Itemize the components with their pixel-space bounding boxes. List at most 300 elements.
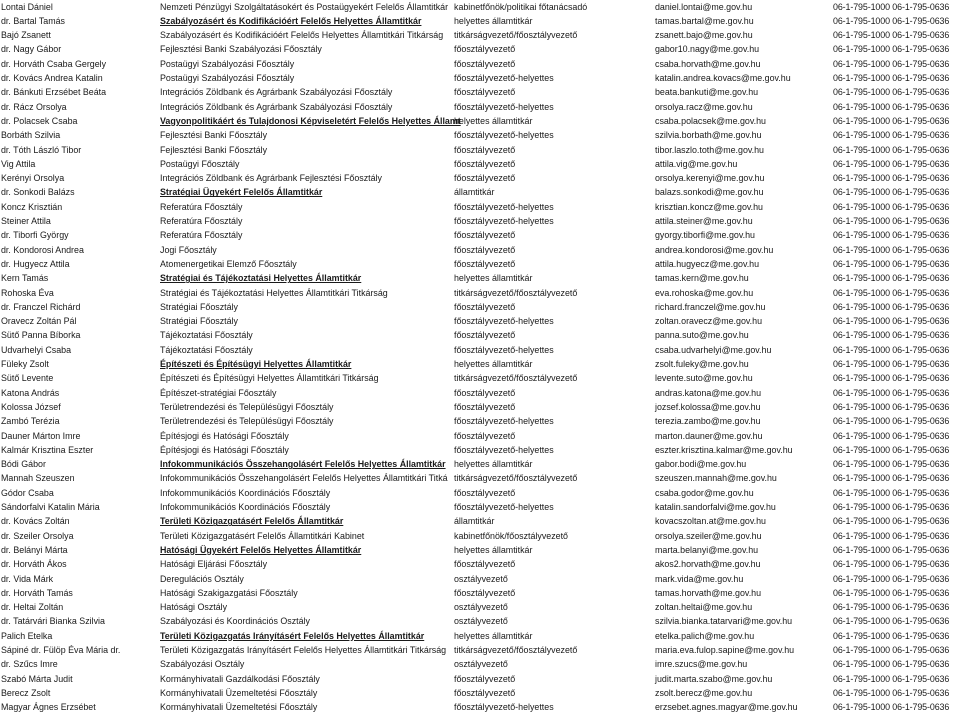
job-title: főosztályvezető bbox=[454, 387, 516, 398]
department: Postaügyi Főosztály bbox=[160, 158, 240, 169]
job-title: helyettes államtitkár bbox=[454, 544, 533, 555]
job-title: főosztályvezető-helyettes bbox=[454, 344, 554, 355]
department: Atomenergetikai Elemző Főosztály bbox=[160, 258, 297, 269]
phone-numbers: 06-1-795-1000 06-1-795-0636 bbox=[833, 73, 950, 83]
person-name: Mannah Szeuszen bbox=[1, 473, 75, 484]
email-address: mark.vida@me.gov.hu bbox=[655, 573, 744, 584]
email-address: tamas.bartal@me.gov.hu bbox=[655, 15, 754, 26]
job-title: főosztályvezető bbox=[454, 559, 516, 570]
job-title: osztályvezető bbox=[454, 602, 508, 613]
table-row bbox=[0, 557, 959, 571]
department: Stratégiai Ügyekért Felelős Államtitkár bbox=[160, 187, 323, 198]
person-name: Oravecz Zoltán Pál bbox=[1, 316, 77, 327]
person-name: Magyar Ágnes Erzsébet bbox=[1, 702, 96, 713]
table-row bbox=[0, 486, 959, 500]
table-row bbox=[0, 14, 959, 28]
email-address: eva.rohoska@me.gov.hu bbox=[655, 287, 754, 298]
person-name: Sütő Levente bbox=[1, 373, 54, 384]
table-row bbox=[0, 0, 959, 14]
phone-numbers: 06-1-795-1000 06-1-795-0636 bbox=[833, 230, 950, 241]
department: Kormányhivatali Üzemeltetési Főosztály bbox=[160, 702, 318, 713]
email-address: orsolya.kerenyi@me.gov.hu bbox=[655, 173, 765, 184]
table-row bbox=[0, 243, 959, 257]
job-title: főosztályvezető-helyettes bbox=[454, 216, 554, 226]
email-address: gyorgy.tiborfi@me.gov.hu bbox=[655, 230, 755, 241]
person-name: Borbáth Szilvia bbox=[1, 130, 61, 141]
job-title: főosztályvezető bbox=[454, 430, 516, 441]
table-row bbox=[0, 28, 959, 42]
person-name: dr. Sonkodi Balázs bbox=[1, 187, 75, 198]
person-name: Sándorfalvi Katalin Mária bbox=[1, 502, 100, 512]
phone-numbers: 06-1-795-1000 06-1-795-0636 bbox=[833, 587, 950, 598]
person-name: Vig Attila bbox=[1, 158, 36, 169]
department: Szabályozási és Koordinációs Osztály bbox=[160, 616, 310, 627]
department: Területi Közigazgatásért Felelős Államtitkári Kabinet bbox=[160, 530, 365, 541]
person-name: dr. Hugyecz Attila bbox=[1, 258, 70, 269]
table-row bbox=[0, 471, 959, 485]
phone-numbers: 06-1-795-1000 06-1-795-0636 bbox=[833, 559, 950, 570]
person-name: dr. Kovács Andrea Katalin bbox=[1, 73, 103, 83]
table-row bbox=[0, 543, 959, 557]
email-address: maria.eva.fulop.sapine@me.gov.hu bbox=[655, 645, 795, 655]
table-row bbox=[0, 114, 959, 128]
person-name: dr. Horváth Ákos bbox=[1, 559, 67, 570]
phone-numbers: 06-1-795-1000 06-1-795-0636 bbox=[833, 573, 950, 584]
email-address: beata.bankuti@me.gov.hu bbox=[655, 87, 759, 98]
department: Hatósági Ügyekért Felelős Helyettes Államtitkár bbox=[160, 544, 362, 555]
phone-numbers: 06-1-795-1000 06-1-795-0636 bbox=[833, 58, 950, 69]
email-address: marton.dauner@me.gov.hu bbox=[655, 430, 763, 441]
job-title: főosztályvezető-helyettes bbox=[454, 444, 554, 455]
department: Referatúra Főosztály bbox=[160, 201, 243, 212]
phone-numbers: 06-1-795-1000 06-1-795-0636 bbox=[833, 401, 950, 412]
table-row bbox=[0, 85, 959, 99]
department: Építésjogi és Hatósági Főosztály bbox=[160, 444, 289, 455]
person-name: Rohoska Éva bbox=[1, 287, 54, 298]
table-row bbox=[0, 42, 959, 56]
table-row bbox=[0, 529, 959, 543]
email-address: zsolt.fuleky@me.gov.hu bbox=[655, 359, 749, 369]
person-name: dr. Heltai Zoltán bbox=[1, 602, 64, 613]
phone-numbers: 06-1-795-1000 06-1-795-0636 bbox=[833, 444, 950, 455]
department: Stratégiai és Tájékoztatási Helyettes Államtitkári Titkárság bbox=[160, 287, 388, 298]
department: Stratégiai Főosztály bbox=[160, 316, 238, 327]
department: Területi Közigazgatásért Felelős Államtitkár bbox=[160, 516, 344, 527]
person-name: dr. Vida Márk bbox=[1, 573, 54, 584]
table-row bbox=[0, 100, 959, 114]
department: Referatúra Főosztály bbox=[160, 230, 243, 241]
table-row bbox=[0, 185, 959, 199]
job-title: főosztályvezető bbox=[454, 44, 516, 55]
job-title: helyettes államtitkár bbox=[454, 273, 533, 284]
table-row bbox=[0, 514, 959, 528]
person-name: dr. Horváth Csaba Gergely bbox=[1, 58, 107, 69]
department: Hatósági Szakigazgatási Főosztály bbox=[160, 587, 298, 598]
table-row bbox=[0, 214, 959, 228]
email-address: csaba.horvath@me.gov.hu bbox=[655, 58, 761, 69]
person-name: Szabó Márta Judit bbox=[1, 673, 73, 684]
email-address: szilvia.bianka.tatarvari@me.gov.hu bbox=[655, 616, 793, 627]
job-title: főosztályvezető bbox=[454, 158, 516, 169]
phone-numbers: 06-1-795-1000 06-1-795-0636 bbox=[833, 158, 950, 169]
table-row bbox=[0, 672, 959, 686]
department: Stratégiai Főosztály bbox=[160, 301, 238, 312]
person-name: dr. Horváth Tamás bbox=[1, 587, 73, 598]
email-address: terezia.zambo@me.gov.hu bbox=[655, 416, 761, 427]
phone-numbers: 06-1-795-1000 06-1-795-0636 bbox=[833, 187, 950, 198]
person-name: Bódi Gábor bbox=[1, 459, 46, 470]
job-title: helyettes államtitkár bbox=[454, 15, 533, 26]
job-title: titkárságvezető/főosztályvezető bbox=[454, 373, 578, 384]
phone-numbers: 06-1-795-1000 06-1-795-0636 bbox=[833, 115, 950, 126]
phone-numbers: 06-1-795-1000 06-1-795-0636 bbox=[833, 502, 950, 512]
phone-numbers: 06-1-795-1000 06-1-795-0636 bbox=[833, 702, 950, 713]
job-title: főosztályvezető bbox=[454, 58, 516, 69]
person-name: Lontai Dániel bbox=[1, 1, 53, 12]
table-row bbox=[0, 643, 959, 657]
person-name: Kerényi Orsolya bbox=[1, 173, 65, 184]
job-title: főosztályvezető bbox=[454, 87, 516, 98]
job-title: helyettes államtitkár bbox=[454, 359, 533, 369]
department: Hatósági Eljárási Főosztály bbox=[160, 559, 268, 570]
department: Referatúra Főosztály bbox=[160, 216, 243, 226]
email-address: akos2.horvath@me.gov.hu bbox=[655, 559, 761, 570]
job-title: főosztályvezető bbox=[454, 301, 516, 312]
table-row bbox=[0, 128, 959, 142]
table-row bbox=[0, 71, 959, 85]
email-address: daniel.lontai@me.gov.hu bbox=[655, 1, 753, 12]
email-address: andras.katona@me.gov.hu bbox=[655, 387, 762, 398]
phone-numbers: 06-1-795-1000 06-1-795-0636 bbox=[833, 673, 950, 684]
table-row bbox=[0, 414, 959, 428]
table-row bbox=[0, 386, 959, 400]
department: Építésjogi és Hatósági Főosztály bbox=[160, 430, 289, 441]
person-name: dr. Szeiler Orsolya bbox=[1, 530, 74, 541]
phone-numbers: 06-1-795-1000 06-1-795-0636 bbox=[833, 416, 950, 427]
department: Stratégiai és Tájékoztatási Helyettes Államtitkár bbox=[160, 273, 362, 284]
person-name: Sápiné dr. Fülöp Éva Mária dr. bbox=[1, 645, 121, 655]
phone-numbers: 06-1-795-1000 06-1-795-0636 bbox=[833, 473, 950, 484]
table-row bbox=[0, 400, 959, 414]
person-name: dr. Franczel Richárd bbox=[1, 301, 81, 312]
phone-numbers: 06-1-795-1000 06-1-795-0636 bbox=[833, 544, 950, 555]
table-row bbox=[0, 143, 959, 157]
phone-numbers: 06-1-795-1000 06-1-795-0636 bbox=[833, 373, 950, 384]
email-address: zoltan.oravecz@me.gov.hu bbox=[655, 316, 763, 327]
table-row bbox=[0, 286, 959, 300]
email-address: levente.suto@me.gov.hu bbox=[655, 373, 753, 384]
phone-numbers: 06-1-795-1000 06-1-795-0636 bbox=[833, 659, 950, 670]
job-title: titkárságvezető/főosztályvezető bbox=[454, 645, 578, 655]
person-name: dr. Tatárvári Bianka Szilvia bbox=[1, 616, 105, 627]
job-title: osztályvezető bbox=[454, 573, 508, 584]
person-name: Steiner Attila bbox=[1, 216, 51, 226]
department: Építészeti és Építésügyi Helyettes Államtitkár bbox=[160, 359, 352, 369]
email-address: tibor.laszlo.toth@me.gov.hu bbox=[655, 144, 764, 155]
department: Építészet-stratégiai Főosztály bbox=[160, 387, 277, 398]
phone-numbers: 06-1-795-1000 06-1-795-0636 bbox=[833, 144, 950, 155]
phone-numbers: 06-1-795-1000 06-1-795-0636 bbox=[833, 316, 950, 327]
email-address: kovacszoltan.at@me.gov.hu bbox=[655, 516, 766, 527]
phone-numbers: 06-1-795-1000 06-1-795-0636 bbox=[833, 516, 950, 527]
email-address: katalin.sandorfalvi@me.gov.hu bbox=[655, 502, 776, 512]
department: Integrációs Zöldbank és Agrárbank Szabályozási Főosztály bbox=[160, 87, 393, 98]
person-name: Zambó Terézia bbox=[1, 416, 60, 427]
table-row bbox=[0, 600, 959, 614]
phone-numbers: 06-1-795-1000 06-1-795-0636 bbox=[833, 258, 950, 269]
email-address: etelka.palich@me.gov.hu bbox=[655, 630, 755, 641]
department: Infokommunikációs Összehangolásért Felelős Helyettes Államtitkári Titká bbox=[160, 473, 448, 484]
department: Nemzeti Pénzügyi Szolgáltatásokért és Postaügyekért Felelős Államtitkár bbox=[160, 1, 449, 12]
person-name: Füleky Zsolt bbox=[1, 359, 49, 369]
table-row bbox=[0, 586, 959, 600]
table-row bbox=[0, 500, 959, 514]
email-address: richard.franczel@me.gov.hu bbox=[655, 301, 766, 312]
email-address: jozsef.kolossa@me.gov.hu bbox=[655, 401, 761, 412]
phone-numbers: 06-1-795-1000 06-1-795-0636 bbox=[833, 487, 950, 498]
table-row bbox=[0, 257, 959, 271]
phone-numbers: 06-1-795-1000 06-1-795-0636 bbox=[833, 344, 950, 355]
table-row bbox=[0, 171, 959, 185]
job-title: főosztályvezető bbox=[454, 487, 516, 498]
table-row bbox=[0, 200, 959, 214]
department: Fejlesztési Banki Szabályozási Főosztály bbox=[160, 44, 322, 55]
department: Fejlesztési Banki Főosztály bbox=[160, 144, 268, 155]
table-row bbox=[0, 343, 959, 357]
table-row bbox=[0, 314, 959, 328]
department: Szabályozásért és Kodifikációért Felelős Helyettes Államtitkár bbox=[160, 15, 422, 26]
email-address: csaba.udvarhelyi@me.gov.hu bbox=[655, 344, 772, 355]
department: Területi Közigazgatás Irányításért Felelős Helyettes Államtitkár bbox=[160, 630, 425, 641]
job-title: főosztályvezető bbox=[454, 258, 516, 269]
person-name: dr. Kovács Zoltán bbox=[1, 516, 70, 527]
email-address: zoltan.heltai@me.gov.hu bbox=[655, 602, 753, 613]
person-name: Palich Etelka bbox=[1, 630, 53, 641]
phone-numbers: 06-1-795-1000 06-1-795-0636 bbox=[833, 530, 950, 541]
job-title: helyettes államtitkár bbox=[454, 630, 533, 641]
job-title: titkárságvezető/főosztályvezető bbox=[454, 30, 578, 41]
job-title: főosztályvezető bbox=[454, 173, 516, 184]
table-row bbox=[0, 157, 959, 171]
phone-numbers: 06-1-795-1000 06-1-795-0636 bbox=[833, 459, 950, 470]
phone-numbers: 06-1-795-1000 06-1-795-0636 bbox=[833, 216, 950, 226]
phone-numbers: 06-1-795-1000 06-1-795-0636 bbox=[833, 387, 950, 398]
person-name: dr. Tiborfi György bbox=[1, 230, 69, 241]
department: Szabályozási Osztály bbox=[160, 659, 245, 670]
email-address: panna.suto@me.gov.hu bbox=[655, 330, 749, 341]
email-address: attila.vig@me.gov.hu bbox=[655, 158, 738, 169]
phone-numbers: 06-1-795-1000 06-1-795-0636 bbox=[833, 1, 950, 12]
phone-numbers: 06-1-795-1000 06-1-795-0636 bbox=[833, 287, 950, 298]
email-address: katalin.andrea.kovacs@me.gov.hu bbox=[655, 73, 791, 83]
person-name: dr. Polacsek Csaba bbox=[1, 115, 78, 126]
table-row bbox=[0, 357, 959, 371]
job-title: főosztályvezető-helyettes bbox=[454, 416, 554, 427]
job-title: főosztályvezető-helyettes bbox=[454, 130, 554, 141]
phone-numbers: 06-1-795-1000 06-1-795-0636 bbox=[833, 359, 950, 369]
phone-numbers: 06-1-795-1000 06-1-795-0636 bbox=[833, 30, 950, 41]
table-row bbox=[0, 271, 959, 285]
person-name: Koncz Krisztián bbox=[1, 201, 63, 212]
table-row bbox=[0, 443, 959, 457]
job-title: titkárságvezető/főosztályvezető bbox=[454, 287, 578, 298]
job-title: főosztályvezető-helyettes bbox=[454, 73, 554, 83]
phone-numbers: 06-1-795-1000 06-1-795-0636 bbox=[833, 645, 950, 655]
job-title: kabinetfőnök/főosztályvezető bbox=[454, 530, 568, 541]
department: Postaügyi Szabályozási Főosztály bbox=[160, 73, 295, 83]
person-name: dr. Bánkuti Erzsébet Beáta bbox=[1, 87, 107, 98]
table-row bbox=[0, 300, 959, 314]
department: Tájékoztatási Főosztály bbox=[160, 344, 253, 355]
email-address: csaba.polacsek@me.gov.hu bbox=[655, 115, 766, 126]
phone-numbers: 06-1-795-1000 06-1-795-0636 bbox=[833, 201, 950, 212]
email-address: marta.belanyi@me.gov.hu bbox=[655, 544, 759, 555]
phone-numbers: 06-1-795-1000 06-1-795-0636 bbox=[833, 616, 950, 627]
email-address: orsolya.szeiler@me.gov.hu bbox=[655, 530, 762, 541]
phone-numbers: 06-1-795-1000 06-1-795-0636 bbox=[833, 101, 950, 112]
job-title: főosztályvezető bbox=[454, 587, 516, 598]
job-title: államtitkár bbox=[454, 516, 495, 527]
phone-numbers: 06-1-795-1000 06-1-795-0636 bbox=[833, 273, 950, 284]
job-title: osztályvezető bbox=[454, 659, 508, 670]
job-title: főosztályvezető bbox=[454, 673, 516, 684]
job-title: helyettes államtitkár bbox=[454, 459, 533, 470]
email-address: gabor10.nagy@me.gov.hu bbox=[655, 44, 760, 55]
job-title: főosztályvezető bbox=[454, 687, 516, 698]
person-name: Kern Tamás bbox=[1, 273, 49, 284]
department: Területrendezési és Településügyi Főosztály bbox=[160, 416, 334, 427]
department: Tájékoztatási Főosztály bbox=[160, 330, 253, 341]
table-row bbox=[0, 57, 959, 71]
department: Kormányhivatali Gazdálkodási Főosztály bbox=[160, 673, 320, 684]
job-title: főosztályvezető bbox=[454, 330, 516, 341]
job-title: főosztályvezető-helyettes bbox=[454, 502, 554, 512]
table-row bbox=[0, 457, 959, 471]
department: Integrációs Zöldbank és Agrárbank Fejlesztési Főosztály bbox=[160, 173, 382, 184]
email-address: andrea.kondorosi@me.gov.hu bbox=[655, 244, 774, 255]
person-name: Kalmár Krisztina Eszter bbox=[1, 444, 94, 455]
person-name: dr. Belányi Márta bbox=[1, 544, 68, 555]
person-name: Katona András bbox=[1, 387, 60, 398]
person-name: dr. Bartal Tamás bbox=[1, 15, 65, 26]
email-address: attila.hugyecz@me.gov.hu bbox=[655, 258, 760, 269]
job-title: főosztályvezető bbox=[454, 244, 516, 255]
department: Postaügyi Szabályozási Főosztály bbox=[160, 58, 295, 69]
job-title: államtitkár bbox=[454, 187, 495, 198]
email-address: gabor.bodi@me.gov.hu bbox=[655, 459, 747, 470]
department: Fejlesztési Banki Főosztály bbox=[160, 130, 268, 141]
email-address: attila.steiner@me.gov.hu bbox=[655, 216, 753, 226]
person-name: Dauner Márton Imre bbox=[1, 430, 81, 441]
person-name: Sütő Panna Bíborka bbox=[1, 330, 81, 341]
person-name: dr. Tóth László Tibor bbox=[1, 144, 82, 155]
email-address: orsolya.racz@me.gov.hu bbox=[655, 101, 753, 112]
table-row bbox=[0, 657, 959, 671]
phone-numbers: 06-1-795-1000 06-1-795-0636 bbox=[833, 244, 950, 255]
email-address: balazs.sonkodi@me.gov.hu bbox=[655, 187, 764, 198]
person-name: dr. Nagy Gábor bbox=[1, 44, 62, 55]
person-name: dr. Rácz Orsolya bbox=[1, 101, 67, 112]
table-row bbox=[0, 228, 959, 242]
job-title: kabinetfőnök/politikai főtanácsadó bbox=[454, 1, 588, 12]
department: Hatósági Osztály bbox=[160, 602, 228, 613]
table-row bbox=[0, 572, 959, 586]
email-address: krisztian.koncz@me.gov.hu bbox=[655, 201, 763, 212]
department: Integrációs Zöldbank és Agrárbank Szabályozási Főosztály bbox=[160, 101, 393, 112]
job-title: főosztályvezető-helyettes bbox=[454, 101, 554, 112]
email-address: erzsebet.agnes.magyar@me.gov.hu bbox=[655, 702, 798, 713]
person-name: Kolossa József bbox=[1, 401, 61, 412]
person-name: dr. Szűcs Imre bbox=[1, 659, 58, 670]
phone-numbers: 06-1-795-1000 06-1-795-0636 bbox=[833, 44, 950, 55]
department: Infokommunikációs Koordinációs Főosztály bbox=[160, 502, 331, 512]
email-address: tamas.horvath@me.gov.hu bbox=[655, 587, 762, 598]
phone-numbers: 06-1-795-1000 06-1-795-0636 bbox=[833, 130, 950, 141]
phone-numbers: 06-1-795-1000 06-1-795-0636 bbox=[833, 630, 950, 641]
phone-numbers: 06-1-795-1000 06-1-795-0636 bbox=[833, 301, 950, 312]
email-address: judit.marta.szabo@me.gov.hu bbox=[655, 673, 773, 684]
email-address: imre.szucs@me.gov.hu bbox=[655, 659, 748, 670]
department: Szabályozásért és Kodifikációért Felelős Helyettes Államtitkári Titkárság bbox=[160, 30, 444, 41]
email-address: szeuszen.mannah@me.gov.hu bbox=[655, 473, 777, 484]
phone-numbers: 06-1-795-1000 06-1-795-0636 bbox=[833, 15, 950, 26]
person-name: Gódor Csaba bbox=[1, 487, 54, 498]
person-name: Udvarhelyi Csaba bbox=[1, 344, 72, 355]
phone-numbers: 06-1-795-1000 06-1-795-0636 bbox=[833, 602, 950, 613]
email-address: eszter.krisztina.kalmar@me.gov.hu bbox=[655, 444, 793, 455]
job-title: főosztályvezető-helyettes bbox=[454, 316, 554, 327]
phone-numbers: 06-1-795-1000 06-1-795-0636 bbox=[833, 687, 950, 698]
department: Deregulációs Osztály bbox=[160, 573, 244, 584]
table-row bbox=[0, 629, 959, 643]
department: Jogi Főosztály bbox=[160, 244, 217, 255]
job-title: főosztályvezető bbox=[454, 144, 516, 155]
department: Építészeti és Építésügyi Helyettes Államtitkári Titkárság bbox=[160, 373, 379, 384]
department: Vagyonpolitikáért és Tulajdonosi Képviseletért Felelős Helyettes Államt bbox=[160, 115, 461, 126]
table-row bbox=[0, 686, 959, 700]
email-address: zsolt.berecz@me.gov.hu bbox=[655, 687, 753, 698]
email-address: szilvia.borbath@me.gov.hu bbox=[655, 130, 762, 141]
job-title: helyettes államtitkár bbox=[454, 115, 533, 126]
job-title: főosztályvezető bbox=[454, 401, 516, 412]
email-address: csaba.godor@me.gov.hu bbox=[655, 487, 754, 498]
department: Területi Közigazgatás Irányításért Felelős Helyettes Államtitkári Titkárság bbox=[160, 645, 447, 655]
job-title: főosztályvezető bbox=[454, 230, 516, 241]
table-row bbox=[0, 328, 959, 342]
department: Kormányhivatali Üzemeltetési Főosztály bbox=[160, 687, 318, 698]
department: Infokommunikációs Összehangolásért Felelős Helyettes Államtitkár bbox=[160, 459, 446, 470]
phone-numbers: 06-1-795-1000 06-1-795-0636 bbox=[833, 430, 950, 441]
table-row bbox=[0, 429, 959, 443]
table-row bbox=[0, 614, 959, 628]
job-title: főosztályvezető-helyettes bbox=[454, 702, 554, 713]
job-title: osztályvezető bbox=[454, 616, 508, 627]
phone-numbers: 06-1-795-1000 06-1-795-0636 bbox=[833, 330, 950, 341]
email-address: zsanett.bajo@me.gov.hu bbox=[655, 30, 753, 41]
person-name: Berecz Zsolt bbox=[1, 687, 51, 698]
table-row bbox=[0, 700, 959, 714]
email-address: tamas.kern@me.gov.hu bbox=[655, 273, 749, 284]
person-name: Bajó Zsanett bbox=[1, 30, 51, 41]
person-name: dr. Kondorosi Andrea bbox=[1, 244, 84, 255]
table-row bbox=[0, 371, 959, 385]
phone-numbers: 06-1-795-1000 06-1-795-0636 bbox=[833, 87, 950, 98]
phone-numbers: 06-1-795-1000 06-1-795-0636 bbox=[833, 173, 950, 184]
department: Területrendezési és Településügyi Főosztály bbox=[160, 401, 334, 412]
job-title: főosztályvezető-helyettes bbox=[454, 201, 554, 212]
job-title: titkárságvezető/főosztályvezető bbox=[454, 473, 578, 484]
department: Infokommunikációs Koordinációs Főosztály bbox=[160, 487, 331, 498]
